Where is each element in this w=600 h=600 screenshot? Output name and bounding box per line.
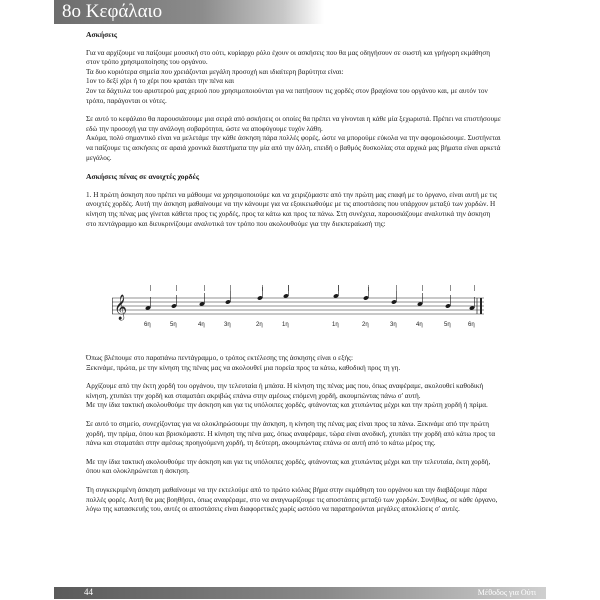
- remaining-strings-up-paragraph: Με την ίδια τακτική ακολουθούμε την άσκηση και για τις υπόλοιπες χορδές, φτάνοντας και χτυπώντας μέχρι και την τελευταία, έκτη χορδή, όπου και ολοκληρώνεται η άσκηση.: [86, 457, 491, 476]
- section-heading-open-strings: Ασκήσεις πένας σε ανοιχτές χορδές: [86, 172, 200, 182]
- music-staff: [112, 284, 484, 330]
- practice-advice-paragraph: Ακόμα, πολύ σημαντικό είναι να μελετάμε την κάθε άσκηση πάρα πολλές φορές, ώστε να μπορούμε εύκολα να την αφομοιώσουμε. Συστήνεται να παίζουμε τις ασκήσεις σε αραιά χρονικά διαστήματα την μία από την άλλη, επειδή ο βαθμός δυσκολίας στα αρχικά μας βήματα είναι αρκετά μεγάλος.: [86, 134, 501, 162]
- string-label: 2η: [362, 322, 369, 328]
- execution-intro-paragraph: Όπως βλέπουμε στο παραπάνω πεντάγραμμο, ο τρόπος εκτέλεσης της άσκησης είναι ο εξής:: [86, 354, 354, 362]
- page-footer-bar: [54, 587, 546, 599]
- chapter-header-bar: [54, 0, 324, 24]
- key-point-1: 1ον το δεξί χέρι ή το χέρι που κρατάει την πένα και: [86, 77, 235, 86]
- page-content-lower: [86, 354, 502, 515]
- chapter-title: 8ο Κεφάλαιο: [62, 1, 163, 22]
- string-label: 5η: [444, 322, 451, 328]
- string-label: 5η: [170, 322, 177, 328]
- intro-paragraph: Για να αρχίζουμε να παίζουμε μουσική στο ούτι, κυρίαρχο ρόλο έχουν οι ασκήσεις που θα μας οδηγήσουν σε σωστή και γρήγορη εκμάθηση στον τρόπο χρησιμοποίησης του οργάνου.: [86, 48, 490, 67]
- practice-summary-paragraph: Τη συγκεκριμένη άσκηση μαθαίνουμε να την εκτελούμε από το πρώτο κιόλας βήμα στην εκμάθηση του οργάνου και την διαβάζουμε πάρα πολλές φορές. Αυτή θα μας βοηθήσει, όπως αναφέραμε, στο να αναγνωρίζουμε τις αποστάσεις μεταξύ των χορδών. Συνήθως, σε κάθε όργανο, λόγω της κατασκευής του, αυτές οι αποστάσεις είναι διαφορετικές χωρίς ωστόσο να παρατηρούνται μεγάλες αποκλίσεις σ' αυτές.: [86, 485, 498, 514]
- page-number: 44: [84, 587, 93, 597]
- string-label: 4η: [416, 322, 423, 328]
- upstroke-paragraph: Σε αυτό το σημείο, συνεχίζοντας για να ολοκληρώσουμε την άσκηση, η κίνηση της πένας μας είναι προς τα πάνω. Ξεκινάμε από την πρώτη χορδή, την πρίμα, όπου και βρισκόμαστε. Η κίνηση της πένα μας, όπως αναφέραμε, τώρα είναι ανοδική, χτυπάει την χορδή από κάτω προς τα πάνω και σταματάει στην αμέσως προηγούμενη χορδή, τη δεύτερη, ακουμπώντας επάνω σε αυτή από το κάτω μέρος της.: [86, 419, 496, 448]
- page-content: [86, 30, 502, 229]
- string-label: 1η: [282, 322, 289, 328]
- string-label: 4η: [198, 322, 205, 328]
- book-title: Μέθοδος για Ούτι: [477, 588, 536, 597]
- remaining-strings-down-paragraph: Με την ίδια τακτική ακολουθούμε την άσκηση και για τις υπόλοιπες χορδές, φτάνοντας και χτυπώντας μέχρι και την πρώτη χορδή ή πρίμα.: [86, 401, 488, 410]
- sixth-string-paragraph: Αρχίζουμε από την έκτη χορδή του οργάνου, την τελευταία ή μπάσα. Η κίνηση της πένας μας που, όπως αναφέραμε, ακολουθεί καθοδική κίνηση, χτυπάει την χορδή και σταματάει ακριβώς επάνω στην αμέσως επόμενη χορδή, ακουμπώντας πάνω σ' αυτή.: [86, 382, 484, 400]
- string-label: 1η: [332, 322, 339, 328]
- key-points-paragraph: Τα δυο κυριότερα σημεία που χρειάζονται μεγάλη προσοχή και ιδιαίτερη βαρύτητα είναι:: [86, 67, 344, 76]
- key-point-2: 2ον τα δάχτυλα του αριστερού μας χεριού που χρησιμοποιούνται για να πατήσουν τις χορδές στον βραχίονα του οργάνου και, με αυτόν τον τρόπο, παράγονται οι νότες.: [86, 86, 488, 105]
- string-label: 6η: [144, 322, 151, 328]
- exercise-1-paragraph: 1. Η πρώτη άσκηση που πρέπει να μάθουμε να χρησιμοποιούμε και να χειριζόμαστε από την πρώτη μας επαφή με το όργανο, είναι αυτή με τις ανοιχτές χορδές. Αυτή την άσκηση μαθαίνουμε να την κάνουμε για να εξοικειωθούμε με τις αποστάσεις που υπάρχουν μεταξύ των χορδών. Η κίνηση της πένας μας γίνεται κάθετα προς τις χορδές, προς τα κάτω και προς τα πάνω. Στη συνέχεια, παρουσιάζουμε αναλυτικά την άσκηση στο πεντάγραμμο και διευκρινίζουμε αναλυτικά τον τρόπο που ακολουθούμε για την διεκπεραίωσή της:: [86, 190, 498, 228]
- string-label: 3η: [390, 322, 397, 328]
- downstroke-paragraph: Ξεκινάμε, πρώτα, με την κίνηση της πένας μας να ακολουθεί μια πορεία προς τα κάτω, καθοδική προς τη γη.: [86, 363, 401, 372]
- string-label: 3η: [224, 322, 231, 328]
- string-label: 2η: [256, 322, 263, 328]
- music-staff-figure: [112, 284, 484, 330]
- string-label: 6η: [468, 322, 475, 328]
- section-heading-exercises: Ασκήσεις: [86, 30, 118, 39]
- treble-clef-icon: 𝄞: [114, 295, 128, 320]
- chapter-overview-paragraph: Σε αυτό το κεφάλαιο θα παρουσιάσουμε μια σειρά από ασκήσεις οι οποίες θα πρέπει να γίνονται η κάθε μία ξεχωριστά. Πρέπει να επιστήσουμε εδώ την προσοχή για την ανάλογη σοβαρότητα, ώστε να αποφύγουμε τυχόν λάθη.: [86, 115, 501, 133]
